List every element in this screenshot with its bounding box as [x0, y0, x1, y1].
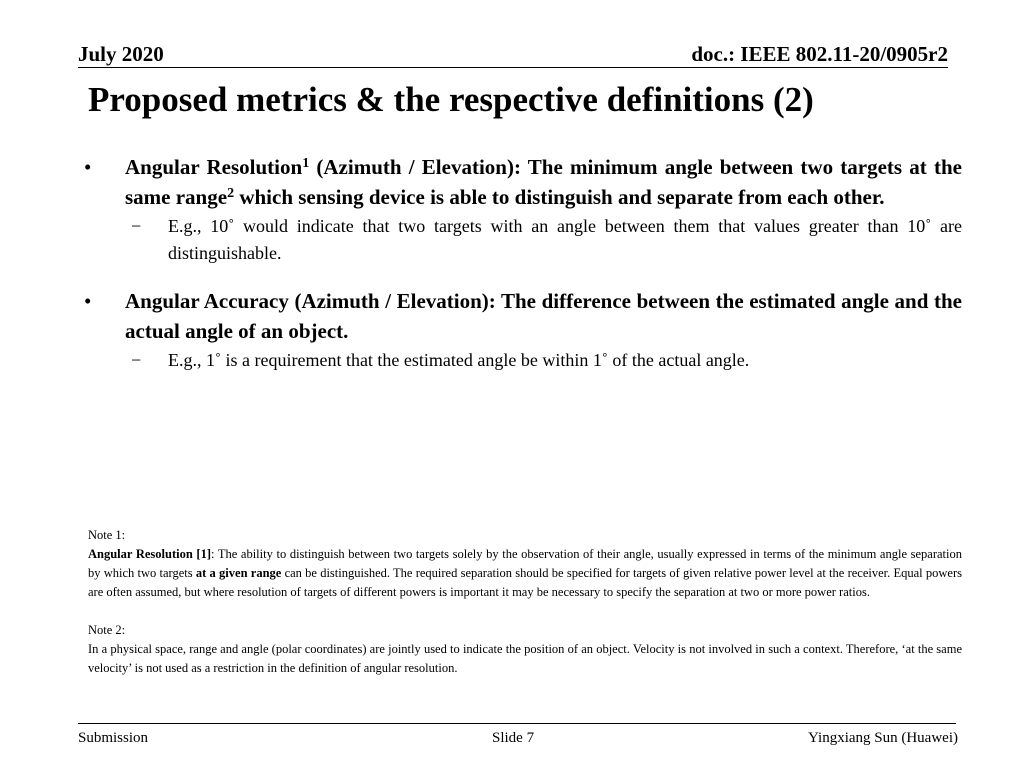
footer-slide-number: Slide 7 — [492, 730, 535, 746]
note-2-body: In a physical space, range and angle (polar coordinates) are jointly used to indicate the position of an object. Velocity is not involved in such a context. Therefore, ‘at the same velocity’ is not used as a restriction in the definition of angular resolution. — [88, 642, 962, 675]
sub-bullet-text: E.g., 1˚ is a requirement that the estimated angle be within 1˚ of the actual angle. — [168, 350, 750, 370]
header-date: July 2020 — [78, 42, 164, 66]
slide-title: Proposed metrics & the respective definitions (2) — [88, 80, 814, 119]
note-1-emphasis: at a given range — [195, 566, 282, 580]
sub-bullet-marker: − — [131, 350, 142, 370]
note-1-label: Note 1: — [88, 528, 126, 542]
notes-section — [88, 526, 962, 678]
sub-bullet-resolution-example — [82, 213, 962, 267]
bullet-text-part3: which sensing device is able to distinguish and separate from each other. — [234, 185, 885, 209]
bullet-text-part2: (Azimuth / Elevation): The minimum angle between two targets at the same range — [125, 155, 962, 209]
note-1-text-b: can be distinguished. The required separation should be specified for targets of given relative power level at the receiver. Equal powers are often assumed, but where resolution of targets of different powers is important it may be necessary to specify the separation at two or more power ratios. — [88, 566, 963, 599]
note-1-text-a: : The ability to distinguish between two targets solely by the observation of their angle, usually expressed in terms of the minimum angle separation by which two targets — [88, 547, 962, 580]
header-divider — [78, 67, 948, 68]
footer-divider — [78, 723, 956, 724]
bullet-angular-accuracy — [82, 286, 962, 346]
header-doc-id: doc.: IEEE 802.11-20/0905r2 — [691, 42, 948, 66]
footer-submission: Submission — [78, 730, 149, 746]
footnote-ref-1: 1 — [302, 156, 310, 171]
note-2-label: Note 2: — [88, 623, 126, 637]
footer-author: Yingxiang Sun (Huawei) — [808, 730, 958, 746]
bullet-text: Angular Accuracy (Azimuth / Elevation): The difference between the estimated angle and the actual angle of an object. — [125, 289, 962, 343]
note-1-body — [88, 545, 962, 602]
sub-bullet-marker: − — [131, 216, 142, 236]
bullet-marker: • — [84, 289, 92, 313]
slide-body — [82, 152, 962, 374]
note-1-term: Angular Resolution [1] — [88, 547, 211, 561]
sub-bullet-accuracy-example — [82, 347, 962, 374]
bullet-marker: • — [84, 155, 92, 179]
bullet-lead: Angular Resolution — [125, 155, 303, 179]
bullet-angular-resolution — [82, 152, 962, 212]
sub-bullet-text: E.g., 10˚ would indicate that two targets with an angle between them that values greater than 10˚ are distinguishable. — [168, 216, 962, 263]
footnote-ref-2: 2 — [227, 186, 235, 201]
